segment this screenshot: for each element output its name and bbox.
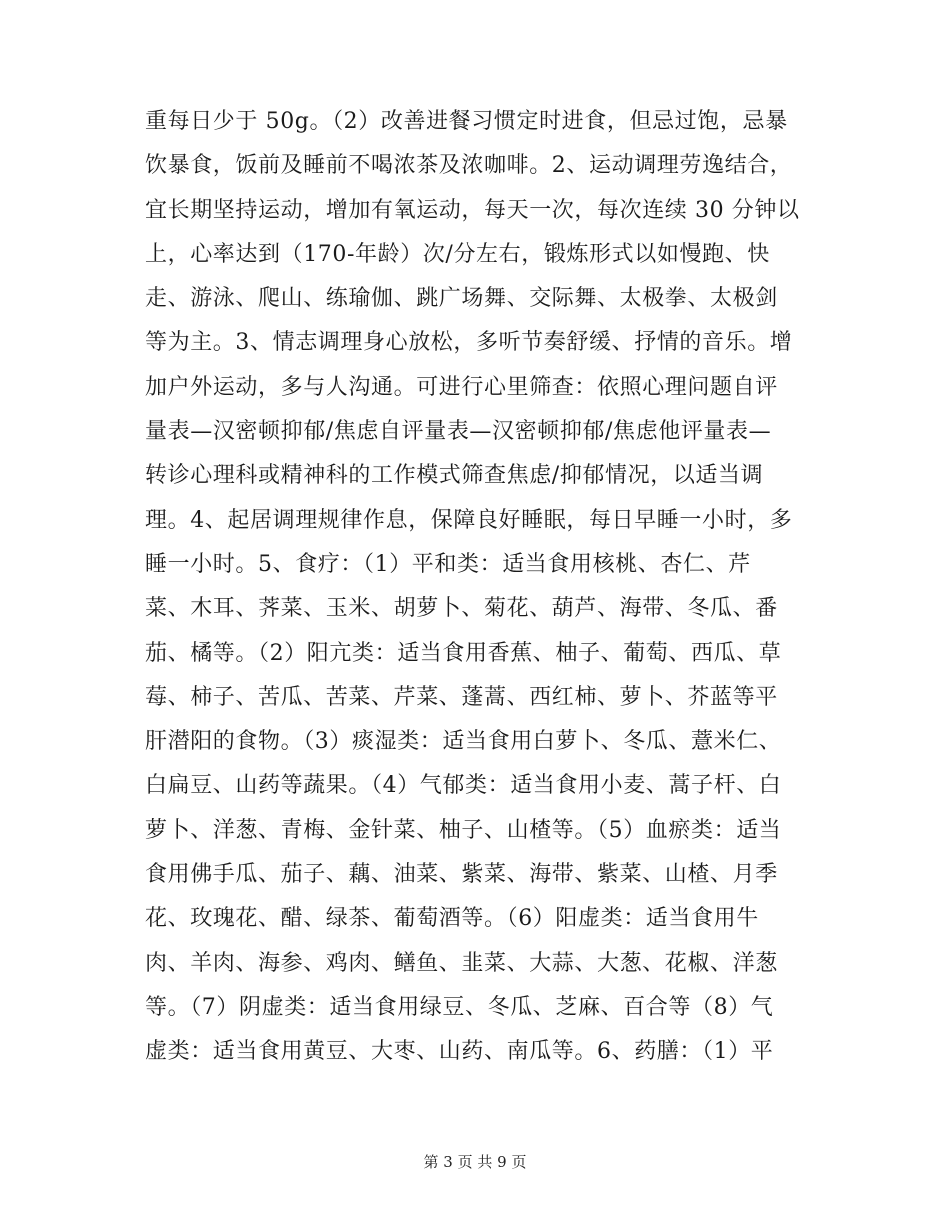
text-line: 萝卜、洋葱、青梅、金针菜、柚子、山楂等。（5）血瘀类：适当 xyxy=(145,817,782,843)
text-line: 茄、橘等。（2）阳亢类：适当食用香蕉、柚子、葡萄、西瓜、草 xyxy=(145,640,782,666)
text-line: 食用佛手瓜、茄子、藕、油菜、紫菜、海带、紫菜、山楂、月季 xyxy=(145,862,778,888)
text-line: 重每日少于 50g。（2）改善进餐习惯定时进食，但忌过饱，忌暴 xyxy=(145,109,788,134)
text-line: 等。（7）阴虚类：适当食用绿豆、冬瓜、芝麻、百合等（8）气 xyxy=(145,994,774,1020)
text-line: 量表—汉密顿抑郁/焦虑自评量表—汉密顿抑郁/焦虑他评量表— xyxy=(145,419,772,445)
text-line: 睡一小时。5、食疗：（1）平和类：适当食用核桃、杏仁、芹 xyxy=(145,551,751,577)
text-line: 转诊心理科或精神科的工作模式筛查焦虑/抑郁情况，以适当调 xyxy=(145,463,764,489)
text-line: 等为主。3、情志调理身心放松，多听节奏舒缓、抒情的音乐。增 xyxy=(145,330,793,356)
page-number-footer: 第 3 页 共 9 页 xyxy=(423,1153,527,1171)
text-line: 饮暴食，饭前及睡前不喝浓茶及浓咖啡。2、运动调理劳逸结合， xyxy=(145,153,793,179)
text-line: 菜、木耳、荠菜、玉米、胡萝卜、菊花、葫芦、海带、冬瓜、番 xyxy=(145,596,778,622)
text-line: 白扁豆、山药等蔬果。（4）气郁类：适当食用小麦、蒿子杆、白 xyxy=(145,773,782,799)
text-line: 莓、柿子、苦瓜、苦菜、芹菜、蓬蒿、西红柿、萝卜、芥蓝等平 xyxy=(145,684,778,710)
text-line: 走、游泳、爬山、练瑜伽、跳广场舞、交际舞、太极拳、太极剑 xyxy=(145,286,778,312)
text-line: 理。4、起居调理规律作息，保障良好睡眠，每日早睡一小时，多 xyxy=(145,507,793,533)
text-line: 肝潜阳的食物。（3）痰湿类：适当食用白萝卜、冬瓜、薏米仁、 xyxy=(145,729,782,755)
text-line: 肉、羊肉、海参、鸡肉、鳝鱼、韭菜、大蒜、大葱、花椒、洋葱 xyxy=(145,950,778,976)
text-line: 上，心率达到（170-年龄）次/分左右，锻炼形式以如慢跑、快 xyxy=(145,241,770,267)
text-line: 加户外运动，多与人沟通。可进行心里筛查：依照心理问题自评 xyxy=(145,374,778,400)
text-line: 虚类：适当食用黄豆、大枣、山药、南瓜等。6、药膳：（1）平 xyxy=(145,1039,774,1065)
text-line: 宜长期坚持运动，增加有氧运动，每天一次，每次连续 30 分钟以 xyxy=(145,197,800,223)
body-text xyxy=(145,100,805,1075)
text-line: 花、玫瑰花、醋、绿茶、葡萄酒等。（6）阳虚类：适当食用牛 xyxy=(145,906,759,932)
